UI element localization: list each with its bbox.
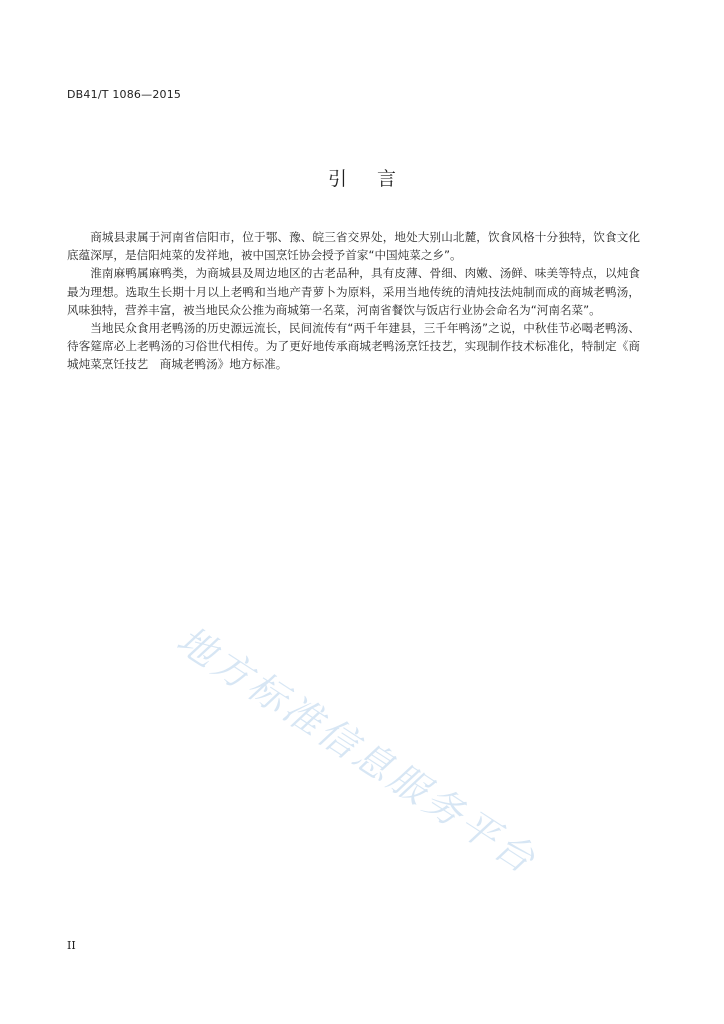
paragraph-3: 当地民众食用老鸭汤的历史源远流长，民间流传有“两千年建县，三千年鸭汤”之说，中秋佳节必喝老鸭汤、待客筵席必上老鸭汤的习俗世代相传。为了更好地传承商城老鸭汤烹饪技艺，实现制作技术标准化，特制定《商城炖菜烹饪技艺 商城老鸭汤》地方标准。: [67, 321, 640, 372]
paragraph-2: 淮南麻鸭属麻鸭类，为商城县及周边地区的古老品种，具有皮薄、骨细、肉嫩、汤鲜、味美等特点，以炖食最为理想。选取生长期十月以上老鸭和当地产青萝卜为原料，采用当地传统的清炖技法炖制而成的商城老鸭汤，风味独特，营养丰富，被当地民众公推为商城第一名菜，河南省餐饮与饭店行业协会命名为“河南名菜”。: [67, 266, 640, 317]
paragraph-1: 商城县隶属于河南省信阳市，位于鄂、豫、皖三省交界处，地处大别山北麓，饮食风格十分独特，饮食文化底蕴深厚，是信阳炖菜的发祥地，被中国烹饪协会授予首家“中国炖菜之乡”。: [67, 230, 640, 263]
page-number: II: [67, 939, 76, 952]
introduction-body: [67, 228, 640, 374]
page-title: 引言: [327, 168, 426, 190]
standard-code: DB41/T 1086—2015: [67, 88, 182, 101]
watermark: 地方标准信息服务平台: [169, 617, 546, 884]
